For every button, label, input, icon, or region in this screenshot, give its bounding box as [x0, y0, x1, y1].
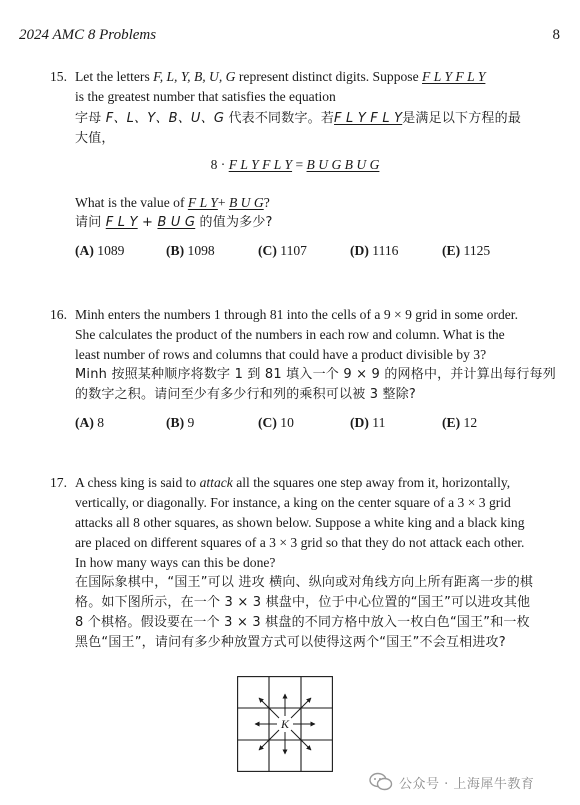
document-title: 2024 AMC 8 Problems	[19, 27, 157, 43]
watermark	[369, 768, 569, 796]
problem-text-line-cn: 8 个棋格。假设要在一个 3 × 3 棋盘的不同方格中放入一枚白色“国王”和一枚	[75, 615, 530, 630]
king-attack-diagram	[237, 676, 333, 772]
page-header	[19, 27, 560, 47]
problem-text-line: She calculates the product of the numbers in each row and column. What is the	[75, 327, 505, 342]
choice-d: (D) 1116	[350, 243, 399, 258]
problem-15	[50, 67, 535, 267]
problem-text-line-cn: 字母 F、L、Y、B、U、G 代表不同数字。若F L Y F L Y是满足以下方程的最	[75, 111, 522, 126]
choice-e: (E) 1125	[442, 243, 491, 258]
problem-text-line: In how many ways can this be done?	[75, 555, 276, 570]
watermark-text: 公众号 · 上海犀牛教育	[399, 777, 535, 792]
choice-c: (C) 10	[258, 415, 294, 430]
problem-text-line: vertically, or diagonally. For instance, a king on the center square of a 3 × 3 grid	[75, 495, 511, 510]
problem-number: 16.	[50, 307, 67, 322]
choice-e: (E) 12	[442, 415, 478, 430]
answer-choices	[75, 413, 535, 433]
underlined-number: F L Y F L Y	[422, 69, 486, 84]
problem-text-line: Minh enters the numbers 1 through 81 into the cells of a 9 × 9 grid in some order.	[75, 307, 518, 322]
choice-a: (A) 8	[75, 415, 105, 430]
problem-text-line: attacks all 8 other squares, as shown below. Suppose a white king and a black king	[75, 515, 525, 530]
king-label: K	[280, 717, 290, 731]
choice-c: (C) 1107	[258, 243, 307, 258]
choice-b: (B) 1098	[166, 243, 215, 258]
problem-text-line-cn: 黑色“国王”，请问有多少种放置方式可以使得这两个“国王”不会互相进攻?	[75, 635, 506, 650]
question-text-cn: 请问 F L Y + B U G 的值为多少?	[75, 215, 273, 230]
equation: 8 · F L Y F L Y = B U G B U G	[210, 157, 380, 172]
answer-choices	[75, 241, 535, 261]
choice-d: (D) 11	[350, 415, 386, 430]
choice-a: (A) 1089	[75, 243, 125, 258]
problem-text-line-cn: 在国际象棋中，“国王”可以 进攻 横向、纵向或对角线方向上所有距离一步的棋	[75, 575, 534, 590]
problem-text-line: is the greatest number that satisfies the equation	[75, 89, 336, 104]
problem-text-line-cn: 的数字之积。请问至少有多少行和列的乘积可以被 3 整除?	[75, 387, 417, 402]
problem-text-line: are placed on different squares of a 3 × 3 grid so that they do not attack each other.	[75, 535, 525, 550]
wechat-icon	[369, 772, 393, 792]
problem-number: 15.	[50, 69, 67, 84]
problem-17	[50, 473, 535, 663]
problem-text-line-cn: 格。如下图所示，在一个 3 × 3 棋盘中，位于中心位置的“国王”可以进攻其他	[75, 595, 531, 610]
problem-text-line: Let the letters F, L, Y, B, U, G represent distinct digits. Suppose F L Y F L Y	[75, 69, 486, 84]
choice-b: (B) 9	[166, 415, 195, 430]
problem-text-line-cn: 大值，	[75, 131, 115, 146]
problem-16	[50, 305, 556, 435]
problem-text-line: A chess king is said to attack all the squares one step away from it, horizontally,	[75, 475, 511, 490]
problem-text-line-cn: Minh 按照某种顺序将数字 1 到 81 填入一个 9 × 9 的网格中，并计算出每行每列	[75, 367, 556, 382]
problem-text-line: least number of rows and columns that could have a product divisible by 3?	[75, 347, 487, 362]
page-number: 8	[552, 27, 560, 43]
problem-number: 17.	[50, 475, 67, 490]
question-text: What is the value of F L Y+ B U G?	[75, 195, 270, 210]
